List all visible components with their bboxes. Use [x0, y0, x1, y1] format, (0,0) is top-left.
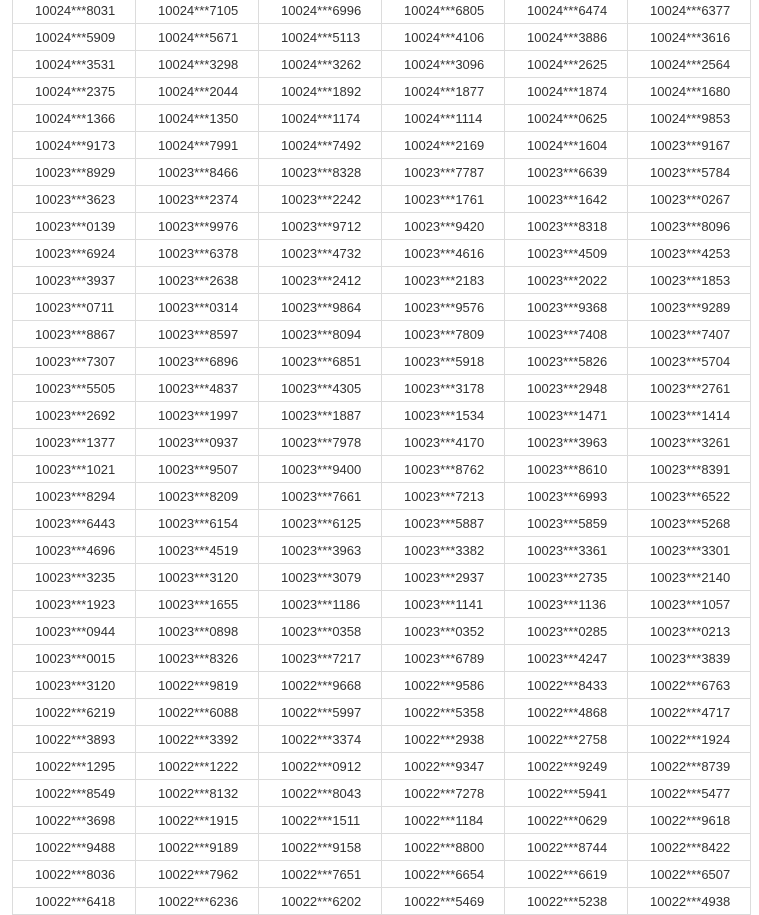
id-cell: 10022***3893 [13, 726, 136, 753]
id-cell: 10022***5941 [505, 780, 628, 807]
id-cell: 10022***8744 [505, 834, 628, 861]
id-cell: 10022***7651 [259, 861, 382, 888]
id-cell: 10023***8929 [13, 159, 136, 186]
id-cell: 10022***5469 [382, 888, 505, 915]
table-row [13, 807, 751, 834]
id-cell: 10022***9249 [505, 753, 628, 780]
id-cell: 10023***6924 [13, 240, 136, 267]
id-cell: 10023***3623 [13, 186, 136, 213]
table-row [13, 510, 751, 537]
id-cell: 10023***2140 [628, 564, 751, 591]
id-cell: 10023***3839 [628, 645, 751, 672]
id-cell: 10023***4519 [136, 537, 259, 564]
id-cell: 10024***1114 [382, 105, 505, 132]
id-cell: 10024***3298 [136, 51, 259, 78]
id-cell: 10024***3096 [382, 51, 505, 78]
id-cell: 10024***3616 [628, 24, 751, 51]
id-cell: 10023***3963 [505, 429, 628, 456]
id-cell: 10024***7991 [136, 132, 259, 159]
id-cell: 10023***5784 [628, 159, 751, 186]
id-cell: 10023***2761 [628, 375, 751, 402]
id-cell: 10023***1057 [628, 591, 751, 618]
id-cell: 10022***6619 [505, 861, 628, 888]
id-cell: 10022***3374 [259, 726, 382, 753]
id-cell: 10023***1887 [259, 402, 382, 429]
id-cell: 10023***5505 [13, 375, 136, 402]
id-cell: 10022***9618 [628, 807, 751, 834]
id-cell: 10024***1874 [505, 78, 628, 105]
id-cell: 10023***4305 [259, 375, 382, 402]
id-cell: 10022***8549 [13, 780, 136, 807]
id-cell: 10022***1222 [136, 753, 259, 780]
id-cell: 10023***4170 [382, 429, 505, 456]
id-cell: 10022***8043 [259, 780, 382, 807]
id-cell: 10022***9488 [13, 834, 136, 861]
id-cell: 10024***7105 [136, 0, 259, 24]
id-cell: 10024***6474 [505, 0, 628, 24]
id-cell: 10023***2692 [13, 402, 136, 429]
id-cell: 10024***7492 [259, 132, 382, 159]
id-cell: 10023***0944 [13, 618, 136, 645]
id-cell: 10023***7661 [259, 483, 382, 510]
id-cell: 10023***3937 [13, 267, 136, 294]
id-cell: 10022***6654 [382, 861, 505, 888]
id-cell: 10023***0015 [13, 645, 136, 672]
id-cell: 10023***0358 [259, 618, 382, 645]
id-cell: 10023***3261 [628, 429, 751, 456]
id-cell: 10023***1655 [136, 591, 259, 618]
id-cell: 10023***2638 [136, 267, 259, 294]
id-cell: 10023***2374 [136, 186, 259, 213]
id-cell: 10023***1853 [628, 267, 751, 294]
id-cell: 10022***5997 [259, 699, 382, 726]
id-cell: 10023***1761 [382, 186, 505, 213]
id-cell: 10023***7408 [505, 321, 628, 348]
id-cell: 10023***4616 [382, 240, 505, 267]
id-cell: 10023***7217 [259, 645, 382, 672]
id-cell: 10023***4837 [136, 375, 259, 402]
id-cell: 10023***7978 [259, 429, 382, 456]
table-row [13, 834, 751, 861]
id-cell: 10023***2183 [382, 267, 505, 294]
id-cell: 10023***2937 [382, 564, 505, 591]
id-cell: 10023***8318 [505, 213, 628, 240]
id-cell: 10023***6789 [382, 645, 505, 672]
id-cell: 10023***4253 [628, 240, 751, 267]
id-cell: 10022***0912 [259, 753, 382, 780]
id-cell: 10023***3120 [136, 564, 259, 591]
id-cell: 10023***8096 [628, 213, 751, 240]
id-cell: 10022***9668 [259, 672, 382, 699]
id-cell: 10023***2022 [505, 267, 628, 294]
id-cell: 10024***4106 [382, 24, 505, 51]
id-cell: 10023***7809 [382, 321, 505, 348]
table-row [13, 105, 751, 132]
id-cell: 10023***7213 [382, 483, 505, 510]
id-cell: 10023***0314 [136, 294, 259, 321]
id-cell: 10024***2625 [505, 51, 628, 78]
id-cell: 10023***0267 [628, 186, 751, 213]
table-row [13, 618, 751, 645]
id-cell: 10023***5918 [382, 348, 505, 375]
id-cell: 10023***7407 [628, 321, 751, 348]
id-cell: 10024***1892 [259, 78, 382, 105]
id-cell: 10022***6088 [136, 699, 259, 726]
id-cell: 10023***3120 [13, 672, 136, 699]
id-cell: 10023***7307 [13, 348, 136, 375]
id-cell: 10022***1184 [382, 807, 505, 834]
id-cell: 10022***8739 [628, 753, 751, 780]
id-cell: 10023***2735 [505, 564, 628, 591]
id-cell: 10024***3886 [505, 24, 628, 51]
id-cell: 10023***6378 [136, 240, 259, 267]
id-cell: 10022***9158 [259, 834, 382, 861]
id-cell: 10024***3262 [259, 51, 382, 78]
table-row [13, 0, 751, 24]
id-cell: 10023***1997 [136, 402, 259, 429]
id-cell: 10024***6996 [259, 0, 382, 24]
id-cell: 10024***5909 [13, 24, 136, 51]
id-cell: 10023***3235 [13, 564, 136, 591]
id-cell: 10023***4696 [13, 537, 136, 564]
table-row [13, 240, 751, 267]
id-cell: 10022***9586 [382, 672, 505, 699]
id-cell: 10023***3382 [382, 537, 505, 564]
id-cell: 10023***4509 [505, 240, 628, 267]
id-cell: 10024***2044 [136, 78, 259, 105]
id-cell: 10023***1141 [382, 591, 505, 618]
id-cell: 10023***0213 [628, 618, 751, 645]
id-cell: 10024***2375 [13, 78, 136, 105]
id-cell: 10023***2412 [259, 267, 382, 294]
id-cell: 10022***5477 [628, 780, 751, 807]
id-cell: 10024***9173 [13, 132, 136, 159]
id-cell: 10022***4868 [505, 699, 628, 726]
table-row [13, 375, 751, 402]
id-cell: 10023***9420 [382, 213, 505, 240]
id-cell: 10023***6125 [259, 510, 382, 537]
id-cell: 10023***8391 [628, 456, 751, 483]
table-row [13, 402, 751, 429]
id-cell: 10024***1174 [259, 105, 382, 132]
id-cell: 10022***8422 [628, 834, 751, 861]
id-cell: 10022***3392 [136, 726, 259, 753]
table-row [13, 753, 751, 780]
id-cell: 10022***1924 [628, 726, 751, 753]
id-cell: 10022***6507 [628, 861, 751, 888]
id-cell: 10024***8031 [13, 0, 136, 24]
table-row [13, 159, 751, 186]
id-cell: 10023***3301 [628, 537, 751, 564]
id-cell: 10022***8036 [13, 861, 136, 888]
id-cell: 10023***9368 [505, 294, 628, 321]
id-cell: 10023***9976 [136, 213, 259, 240]
id-cell: 10024***2564 [628, 51, 751, 78]
id-cell: 10024***5113 [259, 24, 382, 51]
id-cell: 10023***3178 [382, 375, 505, 402]
id-cell: 10023***8294 [13, 483, 136, 510]
id-cell: 10022***6202 [259, 888, 382, 915]
id-cell: 10023***3963 [259, 537, 382, 564]
table-row [13, 267, 751, 294]
table-row [13, 78, 751, 105]
id-cell: 10023***6443 [13, 510, 136, 537]
id-table-body [13, 0, 751, 915]
id-cell: 10024***6805 [382, 0, 505, 24]
id-cell: 10022***6219 [13, 699, 136, 726]
id-cell: 10022***0629 [505, 807, 628, 834]
id-cell: 10022***3698 [13, 807, 136, 834]
id-cell: 10023***6639 [505, 159, 628, 186]
table-row [13, 672, 751, 699]
id-cell: 10022***8800 [382, 834, 505, 861]
id-cell: 10023***8762 [382, 456, 505, 483]
table-row [13, 24, 751, 51]
id-cell: 10023***8466 [136, 159, 259, 186]
table-row [13, 456, 751, 483]
id-cell: 10024***6377 [628, 0, 751, 24]
table-row [13, 564, 751, 591]
id-cell: 10022***5358 [382, 699, 505, 726]
id-cell: 10023***8597 [136, 321, 259, 348]
id-cell: 10022***6418 [13, 888, 136, 915]
id-cell: 10023***0711 [13, 294, 136, 321]
table-row [13, 645, 751, 672]
id-cell: 10023***9400 [259, 456, 382, 483]
id-cell: 10022***4938 [628, 888, 751, 915]
id-cell: 10023***9289 [628, 294, 751, 321]
table-row [13, 726, 751, 753]
id-cell: 10024***0625 [505, 105, 628, 132]
table-row [13, 186, 751, 213]
id-cell: 10023***8326 [136, 645, 259, 672]
id-cell: 10023***1136 [505, 591, 628, 618]
id-cell: 10022***8132 [136, 780, 259, 807]
id-cell: 10023***9167 [628, 132, 751, 159]
id-cell: 10023***1186 [259, 591, 382, 618]
id-cell: 10023***8209 [136, 483, 259, 510]
id-cell: 10023***3361 [505, 537, 628, 564]
id-cell: 10023***0937 [136, 429, 259, 456]
id-cell: 10023***1414 [628, 402, 751, 429]
id-cell: 10023***1471 [505, 402, 628, 429]
id-cell: 10024***5671 [136, 24, 259, 51]
id-cell: 10024***1680 [628, 78, 751, 105]
id-cell: 10023***9576 [382, 294, 505, 321]
table-row [13, 861, 751, 888]
id-cell: 10023***1377 [13, 429, 136, 456]
id-cell: 10022***7962 [136, 861, 259, 888]
id-cell: 10023***6851 [259, 348, 382, 375]
id-cell: 10023***5826 [505, 348, 628, 375]
table-row [13, 483, 751, 510]
table-row [13, 348, 751, 375]
id-cell: 10024***1350 [136, 105, 259, 132]
id-cell: 10023***5887 [382, 510, 505, 537]
id-cell: 10023***4732 [259, 240, 382, 267]
id-cell: 10022***1511 [259, 807, 382, 834]
id-cell: 10022***2938 [382, 726, 505, 753]
id-cell: 10023***1021 [13, 456, 136, 483]
id-cell: 10023***1923 [13, 591, 136, 618]
id-cell: 10023***5859 [505, 510, 628, 537]
table-row [13, 51, 751, 78]
id-cell: 10024***1366 [13, 105, 136, 132]
id-cell: 10022***7278 [382, 780, 505, 807]
id-cell: 10023***2242 [259, 186, 382, 213]
id-cell: 10022***1295 [13, 753, 136, 780]
id-cell: 10022***5238 [505, 888, 628, 915]
table-row [13, 429, 751, 456]
id-cell: 10023***0139 [13, 213, 136, 240]
id-cell: 10024***1877 [382, 78, 505, 105]
id-cell: 10023***8094 [259, 321, 382, 348]
id-cell: 10023***9712 [259, 213, 382, 240]
table-row [13, 888, 751, 915]
id-cell: 10022***6763 [628, 672, 751, 699]
id-cell: 10022***9189 [136, 834, 259, 861]
table-row [13, 537, 751, 564]
id-cell: 10023***7787 [382, 159, 505, 186]
id-cell: 10023***0898 [136, 618, 259, 645]
id-cell: 10023***0285 [505, 618, 628, 645]
id-cell: 10024***9853 [628, 105, 751, 132]
id-cell: 10023***1534 [382, 402, 505, 429]
id-cell: 10022***2758 [505, 726, 628, 753]
id-cell: 10023***6896 [136, 348, 259, 375]
id-cell: 10022***8433 [505, 672, 628, 699]
id-cell: 10024***2169 [382, 132, 505, 159]
id-cell: 10023***2948 [505, 375, 628, 402]
table-row [13, 591, 751, 618]
id-cell: 10023***3079 [259, 564, 382, 591]
table-row [13, 321, 751, 348]
id-cell: 10023***5268 [628, 510, 751, 537]
id-cell: 10023***6154 [136, 510, 259, 537]
id-cell: 10023***0352 [382, 618, 505, 645]
id-cell: 10023***6522 [628, 483, 751, 510]
table-row [13, 294, 751, 321]
id-cell: 10024***3531 [13, 51, 136, 78]
id-cell: 10022***9819 [136, 672, 259, 699]
id-cell: 10023***1642 [505, 186, 628, 213]
id-cell: 10023***6993 [505, 483, 628, 510]
table-row [13, 780, 751, 807]
id-cell: 10024***1604 [505, 132, 628, 159]
id-cell: 10022***6236 [136, 888, 259, 915]
id-cell: 10023***4247 [505, 645, 628, 672]
id-cell: 10023***9864 [259, 294, 382, 321]
id-cell: 10023***8610 [505, 456, 628, 483]
id-cell: 10023***5704 [628, 348, 751, 375]
table-row [13, 213, 751, 240]
id-cell: 10022***9347 [382, 753, 505, 780]
id-cell: 10022***1915 [136, 807, 259, 834]
id-cell: 10022***4717 [628, 699, 751, 726]
table-row [13, 699, 751, 726]
id-table [12, 0, 751, 915]
table-row [13, 132, 751, 159]
id-cell: 10023***8867 [13, 321, 136, 348]
id-cell: 10023***9507 [136, 456, 259, 483]
id-cell: 10023***8328 [259, 159, 382, 186]
